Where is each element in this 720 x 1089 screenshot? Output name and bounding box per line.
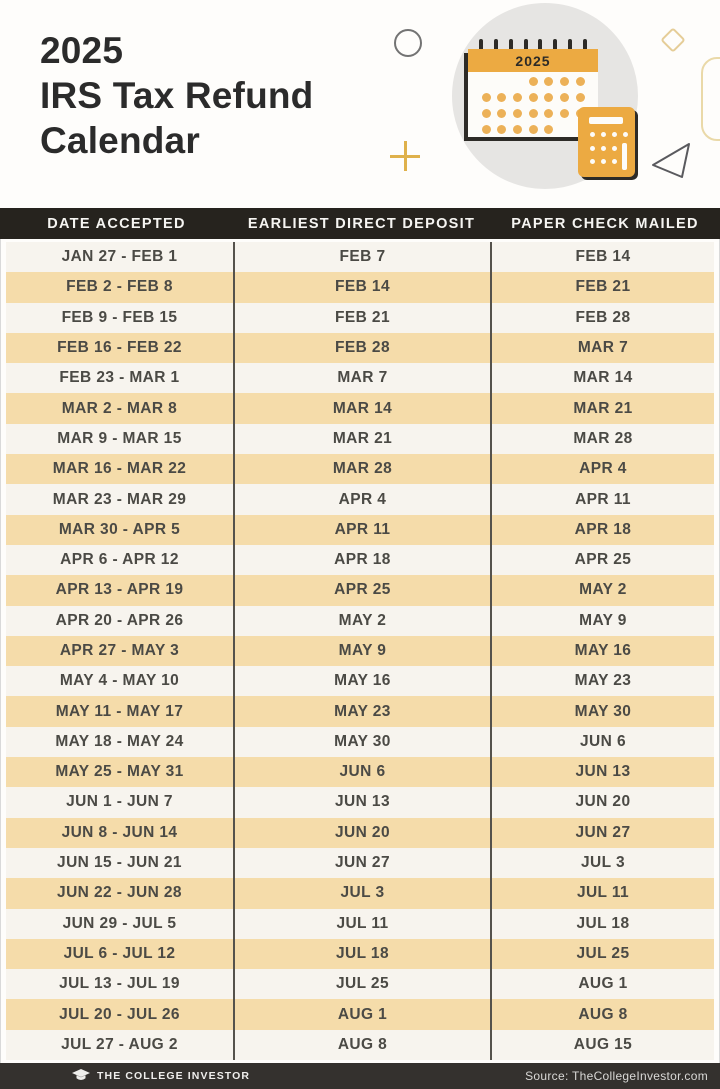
- table-row: [6, 272, 714, 302]
- calculator-key: [590, 132, 595, 137]
- calculator-key: [590, 159, 595, 164]
- table-cell: MAY 2: [490, 575, 714, 605]
- table-row: [6, 878, 714, 908]
- table-row: [6, 424, 714, 454]
- calculator-key: [601, 132, 606, 137]
- table-cell: JUN 13: [233, 787, 490, 817]
- table-header-row: [0, 208, 720, 239]
- table-cell: FEB 23 - MAR 1: [59, 369, 180, 387]
- table-cell: MAR 28: [233, 454, 490, 484]
- table-row: [6, 606, 714, 636]
- table-cell: APR 20 - APR 26: [55, 611, 184, 629]
- table-cell: JUN 22 - JUN 28: [57, 884, 182, 902]
- calendar-dot: [497, 125, 506, 134]
- table-cell: MAY 18 - MAY 24: [55, 732, 184, 750]
- table-cell: APR 13 - APR 19: [55, 581, 184, 599]
- table-cell: JUL 25: [233, 969, 490, 999]
- table-cell: MAR 14: [233, 393, 490, 423]
- calendar-dot: [560, 77, 569, 86]
- column-header-paper-check-mailed: PAPER CHECK MAILED: [511, 215, 699, 232]
- calendar-dot: [544, 125, 553, 134]
- table-cell: JUN 20: [233, 818, 490, 848]
- table-row: [6, 303, 714, 333]
- table-cell: JUN 6: [490, 727, 714, 757]
- table-cell: MAR 23 - MAR 29: [52, 490, 187, 508]
- calendar-dot: [544, 93, 553, 102]
- calculator-key: [590, 146, 595, 151]
- calendar-dot: [513, 109, 522, 118]
- calculator-key: [612, 146, 617, 151]
- calculator-icon: [578, 107, 635, 177]
- table-row: [6, 333, 714, 363]
- brand-logo: [72, 1069, 250, 1083]
- table-cell: MAR 9 - MAR 15: [57, 429, 182, 447]
- column-header-earliest-direct-deposit: EARLIEST DIRECT DEPOSIT: [247, 215, 476, 232]
- calendar-dot: [513, 125, 522, 134]
- triangle-decoration-icon: [648, 138, 696, 183]
- table-cell: APR 27 - MAY 3: [59, 642, 180, 659]
- footer-bar: [0, 1063, 720, 1089]
- table-cell: MAR 7: [233, 363, 490, 393]
- table-cell: FEB 2 - FEB 8: [66, 278, 173, 296]
- table-cell: JUL 20 - JUL 26: [59, 1005, 180, 1023]
- table-cell: APR 18: [233, 545, 490, 575]
- calendar-dot: [576, 77, 585, 86]
- table-row: [6, 757, 714, 787]
- table-cell: JUN 6: [233, 757, 490, 787]
- table-row: [6, 818, 714, 848]
- calculator-key: [623, 132, 628, 137]
- rounded-rect-decoration: [701, 57, 720, 141]
- title-line-2: IRS Tax Refund: [40, 75, 314, 116]
- table-cell: JUL 6 - JUL 12: [63, 944, 176, 962]
- calculator-key: [601, 159, 606, 164]
- table-row: [6, 1030, 714, 1060]
- table-row: [6, 727, 714, 757]
- table-cell: FEB 21: [490, 272, 714, 302]
- table-cell: JUL 11: [490, 878, 714, 908]
- table-row: [6, 545, 714, 575]
- table-cell: APR 4: [233, 484, 490, 514]
- table-row: [6, 454, 714, 484]
- table-cell: JUN 27: [233, 848, 490, 878]
- calendar-dot: [529, 93, 538, 102]
- table-cell: MAY 11 - MAY 17: [55, 702, 184, 720]
- table-cell: APR 4: [490, 454, 714, 484]
- table-cell: MAY 23: [490, 666, 714, 696]
- table-cell: MAR 16 - MAR 22: [52, 460, 187, 478]
- table-cell: MAR 2 - MAR 8: [61, 399, 178, 417]
- table-cell: FEB 28: [233, 333, 490, 363]
- table-cell: MAY 9: [233, 636, 490, 666]
- table-cell: JUL 25: [490, 939, 714, 969]
- table-cell: APR 25: [490, 545, 714, 575]
- table-cell: JUL 18: [490, 909, 714, 939]
- table-cell: JUN 15 - JUN 21: [57, 854, 182, 872]
- table-cell: JUN 20: [490, 787, 714, 817]
- calculator-display: [589, 117, 623, 124]
- table-cell: JUL 3: [233, 878, 490, 908]
- header-section: [0, 0, 720, 208]
- table-cell: MAY 16: [233, 666, 490, 696]
- table-cell: MAY 9: [490, 606, 714, 636]
- table-cell: FEB 21: [233, 303, 490, 333]
- calendar-dot: [513, 93, 522, 102]
- table-cell: AUG 1: [233, 999, 490, 1029]
- table-cell: JUL 27 - AUG 2: [61, 1035, 178, 1053]
- column-header-date-accepted: DATE ACCEPTED: [47, 215, 186, 232]
- table-row: [6, 969, 714, 999]
- table-body: [6, 242, 714, 1060]
- calculator-key: [601, 146, 606, 151]
- table-cell: MAY 30: [490, 696, 714, 726]
- calendar-dot: [544, 77, 553, 86]
- table-cell: MAR 21: [233, 424, 490, 454]
- table-row: [6, 484, 714, 514]
- calendar-dot: [482, 109, 491, 118]
- title-line-3: Calendar: [40, 120, 200, 161]
- table-row: [6, 515, 714, 545]
- table-cell: JUL 11: [233, 909, 490, 939]
- calculator-key: [612, 132, 617, 137]
- table-cell: JUN 29 - JUL 5: [62, 914, 177, 932]
- table-cell: JUL 13 - JUL 19: [59, 975, 180, 993]
- table-cell: MAY 16: [490, 636, 714, 666]
- plus-decoration-icon: [390, 141, 420, 171]
- calendar-dot: [529, 77, 538, 86]
- page-title: [40, 28, 313, 163]
- table-cell: APR 18: [490, 515, 714, 545]
- table-cell: JUL 3: [490, 848, 714, 878]
- calendar-dot: [482, 125, 491, 134]
- table-cell: AUG 8: [233, 1030, 490, 1060]
- table-cell: MAY 25 - MAY 31: [55, 763, 184, 781]
- table-cell: MAY 2: [233, 606, 490, 636]
- diamond-decoration-icon: [660, 27, 685, 52]
- calendar-dot: [560, 109, 569, 118]
- calendar-dot: [497, 93, 506, 102]
- table-row: [6, 363, 714, 393]
- calendar-dot: [529, 109, 538, 118]
- calendar-dot: [529, 125, 538, 134]
- table-cell: MAR 28: [490, 424, 714, 454]
- table-cell: FEB 14: [490, 242, 714, 272]
- calendar-dot: [576, 93, 585, 102]
- table-cell: AUG 1: [490, 969, 714, 999]
- table-cell: JUN 13: [490, 757, 714, 787]
- table-cell: MAY 23: [233, 696, 490, 726]
- table-cell: APR 25: [233, 575, 490, 605]
- circle-decoration-icon: [394, 29, 422, 57]
- table-cell: AUG 15: [490, 1030, 714, 1060]
- table-cell: MAR 14: [490, 363, 714, 393]
- table-row: [6, 393, 714, 423]
- table-row: [6, 575, 714, 605]
- table-cell: JUN 8 - JUN 14: [61, 823, 178, 841]
- table-cell: FEB 9 - FEB 15: [61, 308, 178, 326]
- table-cell: MAY 30: [233, 727, 490, 757]
- table-cell: JUN 1 - JUN 7: [66, 793, 173, 811]
- title-line-1: 2025: [40, 30, 124, 71]
- table-cell: JAN 27 - FEB 1: [61, 248, 178, 266]
- graduation-cap-icon: [72, 1069, 90, 1083]
- table-row: [6, 909, 714, 939]
- source-credit: Source: TheCollegeInvestor.com: [525, 1069, 708, 1083]
- table-cell: APR 11: [490, 484, 714, 514]
- table-cell: FEB 14: [233, 272, 490, 302]
- table-cell: FEB 16 - FEB 22: [57, 339, 182, 357]
- table-row: [6, 666, 714, 696]
- table-cell: APR 11: [233, 515, 490, 545]
- brand-name: THE COLLEGE INVESTOR: [97, 1070, 251, 1082]
- calendar-dot: [497, 109, 506, 118]
- table-cell: MAR 21: [490, 393, 714, 423]
- table-cell: FEB 7: [233, 242, 490, 272]
- table-cell: MAR 30 - APR 5: [58, 520, 181, 538]
- table-row: [6, 848, 714, 878]
- calendar-dot: [482, 93, 491, 102]
- table-row: [6, 787, 714, 817]
- calculator-key: [612, 159, 617, 164]
- table-cell: FEB 28: [490, 303, 714, 333]
- table-cell: MAY 4 - MAY 10: [59, 672, 180, 690]
- calendar-dot: [544, 109, 553, 118]
- table-cell: JUN 27: [490, 818, 714, 848]
- calendar-year-label: 2025: [468, 49, 598, 72]
- table-row: [6, 696, 714, 726]
- table-row: [6, 636, 714, 666]
- table-cell: APR 6 - APR 12: [60, 551, 179, 569]
- calendar-dot: [560, 93, 569, 102]
- calculator-equals-key: [622, 143, 627, 170]
- table-cell: MAR 7: [490, 333, 714, 363]
- table-row: [6, 242, 714, 272]
- table-cell: JUL 18: [233, 939, 490, 969]
- table-row: [6, 999, 714, 1029]
- table-cell: AUG 8: [490, 999, 714, 1029]
- table-row: [6, 939, 714, 969]
